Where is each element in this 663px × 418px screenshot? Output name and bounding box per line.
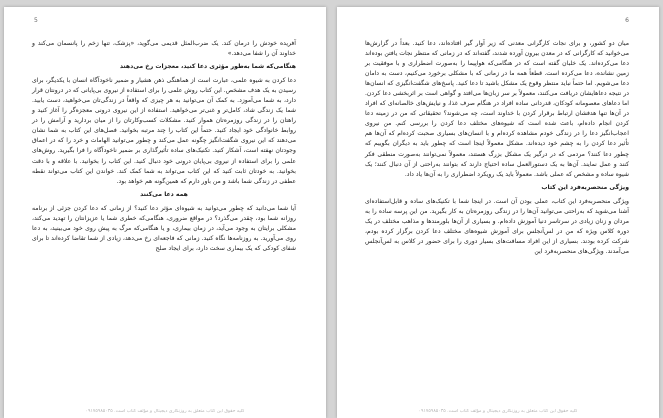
right-page <box>337 7 659 418</box>
paragraph: میان دو کشور، و برای نجات کارگرانی معدنی که زیر آوار گیر افتاده‌اند، دعا کنید. بعداً در گزارش‌ها می‌خوانید که کارگرانی که در معدن بیرون آورده شدند، گفته‌اند که در زمانی که منتظر نجات یافتن بوده‌اند دعا می‌کرده‌اند. یک خلبان گفته است که در هنگامی‌که هواپیما را به‌صورت اضطراری و با موفقیت بر زمین نشانده، دعا می‌کرده است. قطعاً همه ما در زمانی که با مشکلی برخورد می‌کنیم، دست به دامان دعا می‌شویم. اما حتماً نباید منتظر وقوع یک مشکل باشید تا دعا کنید. پاسخ‌های شگفت‌انگیزی که انسان‌ها در نتیجه دعاهایشان دریافت می‌کنند، معمولاً بر سر زبان‌ها می‌افتد و گواهی است بر اثربخشی دعا کردن. اما دعاهای معصومانه کودکان، قدردانی ساده افراد در هنگام صرف غذا، و نیایش‌های خالصانه‌ای که افراد در آن‌ها تنها هدفشان ارتباط برقرار کردن با خداوند است، چه می‌شوند؟ تحقیقاتی که من در زمینه دعا کردن انجام داده‌ام، باعث شده است که شیوه‌های مختلف دعا کردن را بررسی کنم. من نیروی اعجاب‌انگیز دعا را در زندگی خودم مشاهده کرده‌ام و با انسان‌های بسیاری صحبت کرده‌ام که آن‌ها هم تأثیر دعا کردن را به چشم خود دیده‌اند. مشکل معمولاً اینجا است که چطور باید به دیگران بگوییم که چطور دعا کنند؟ مردمی که در درگیر یک مشکل بزرگ هستند، معمولاً نمی‌توانند به‌صورت منطقی فکر کنند و عمل نمایند. آن‌ها به یک دستورالعمل ساده احتیاج دارند که بتوانند به‌راحتی از آن دنبال کنند؛ یک شیوه ساده و مشخص که عملی باشد. معمولاً باید یک رویکرد اضطراری را به آن‌ها یاد داد. <box>365 40 629 178</box>
page-body <box>32 39 296 257</box>
page-body <box>365 39 629 260</box>
paragraph: آیا شما می‌دانید که چطور می‌توانید به شیوه‌ای مؤثر دعا کنید؟ از زمانی که دعا کردن جزئی از برنامه روزانه شما بود، چقدر می‌گذرد؟ در مواقع ضروری، هنگامی‌که خطری شما یا عزیزانتان را تهدید می‌کند، مشکلی برایتان به وجود می‌آید، در زمان بیماری، و یا هنگامی‌که مرگ به پیش روی خود می‌بینید، به دعا روی می‌آورید. به روزنامه‌ها نگاه کنید. زمانی که فاجعه‌ای رخ می‌دهد، زیادی از شما تقاضا کرده‌اند تا برای شفای کودکی که یک بیماری سخت دارد، برای ایجاد صلح <box>32 204 296 252</box>
page-number: 6 <box>625 17 629 24</box>
paragraph: آفریده خودش را درمان کند. یک ضرب‌المثل قدیمی می‌گوید، «پزشک، تنها زخم را پانسمان می‌کند و خداوند آن را شفا می‌دهد.» <box>32 40 296 58</box>
paragraph: دعا کردن به شیوه علمی، عبارت است از هماهنگی ذهن هشیار و ضمیر ناخودآگاه انسان با یکدیگر، برای رسیدن به یک هدف مشخص. این کتاب روش علمی را برای استفاده از نیروی بی‌پایانی که در درونتان قرار دارد، به شما می‌آموزد. به کمک آن می‌توانید به هر چیزی که واقعاً در زندگی‌تان می‌خواهید، دست یابید. شما یک زندگی شاد، کامل‌تر و غنی‌تر می‌خواهید. استفاده از این نیروی درونی معجزه‌گر را آغاز کنید و راهتان را در زندگی روزمره‌تان هموار کنید. مشکلات کسب‌وکارتان را از میان بردارید و آرامش را در روابط خانوادگی خود ایجاد کنید. حتماً این کتاب را چند مرتبه بخوانید. فصل‌های این کتاب به شما نشان می‌دهند که این نیروی شگفت‌انگیز چگونه عمل می‌کند و چطور می‌توانید الهامات و خرد را که در اعماق وجودتان نهفته است، آشکار کنید. تکنیک‌های ساده تأثیرگذاری بر ضمیر ناخودآگاه را فرا بگیرید. روش‌های علمی را برای استفاده از نیروی بی‌پایان درونی خود دنبال کنید. این کتاب را بخوانید. با علاقه و با دقت بخوانید. به خودتان ثابت کنید که این کتاب می‌تواند به شما کمک کند. خواندن این کتاب می‌تواند نقطه عطفی در زندگی شما باشد و من باور دارم که همین‌گونه هم خواهد بود. <box>32 77 296 185</box>
section-heading: هنگامی‌که شما به‌طور مؤثری دعا کنید، معجزات رخ می‌دهند <box>119 63 296 71</box>
paragraph: ویژگی منحصربه‌فرد این کتاب، عملی بودن آن است. در اینجا شما با تکنیک‌های ساده و قابل‌استفاده‌ای آشنا می‌شوید که به‌راحتی می‌توانید آن‌ها را در زندگی روزمره‌تان به کار بگیرید. من این پرسه ساده را به مردان و زنان زیادی در سرتاسر دنیا آموزش داده‌ام. و بسیاری از آن‌ها بلورمندها و مذاهب مختلف در یک دوره کلاس ویژه که من در لس‌آنجلس برای آموزش شیوه‌های مختلف دعا کردن برگزار کرده بودم، شرکت کرده بودند. بسیاری از این افراد مسافت‌های بسیار دوری را برای حضور در کلاس به لس‌آنجلس می‌آمدند. ویژگی‌های منحصربه‌فرد این <box>365 197 629 255</box>
page-footer: کلیه حقوق این کتاب متعلق به روزنگاری دیجیتال و مؤلف کتاب است. ۰۹۱۷۵۹۸۵۰۳۵ <box>418 409 578 414</box>
section-heading: ویژگی منحصربه‌فرد این کتاب <box>541 183 629 191</box>
page-footer: کلیه حقوق این کتاب متعلق به روزنگاری دیجیتال و مؤلف کتاب است. ۰۹۱۷۵۹۸۵۰۳۵ <box>85 409 245 414</box>
page-number: 5 <box>34 17 38 24</box>
left-page <box>4 7 326 418</box>
section-heading: همه دعا می‌کنند <box>140 190 188 198</box>
